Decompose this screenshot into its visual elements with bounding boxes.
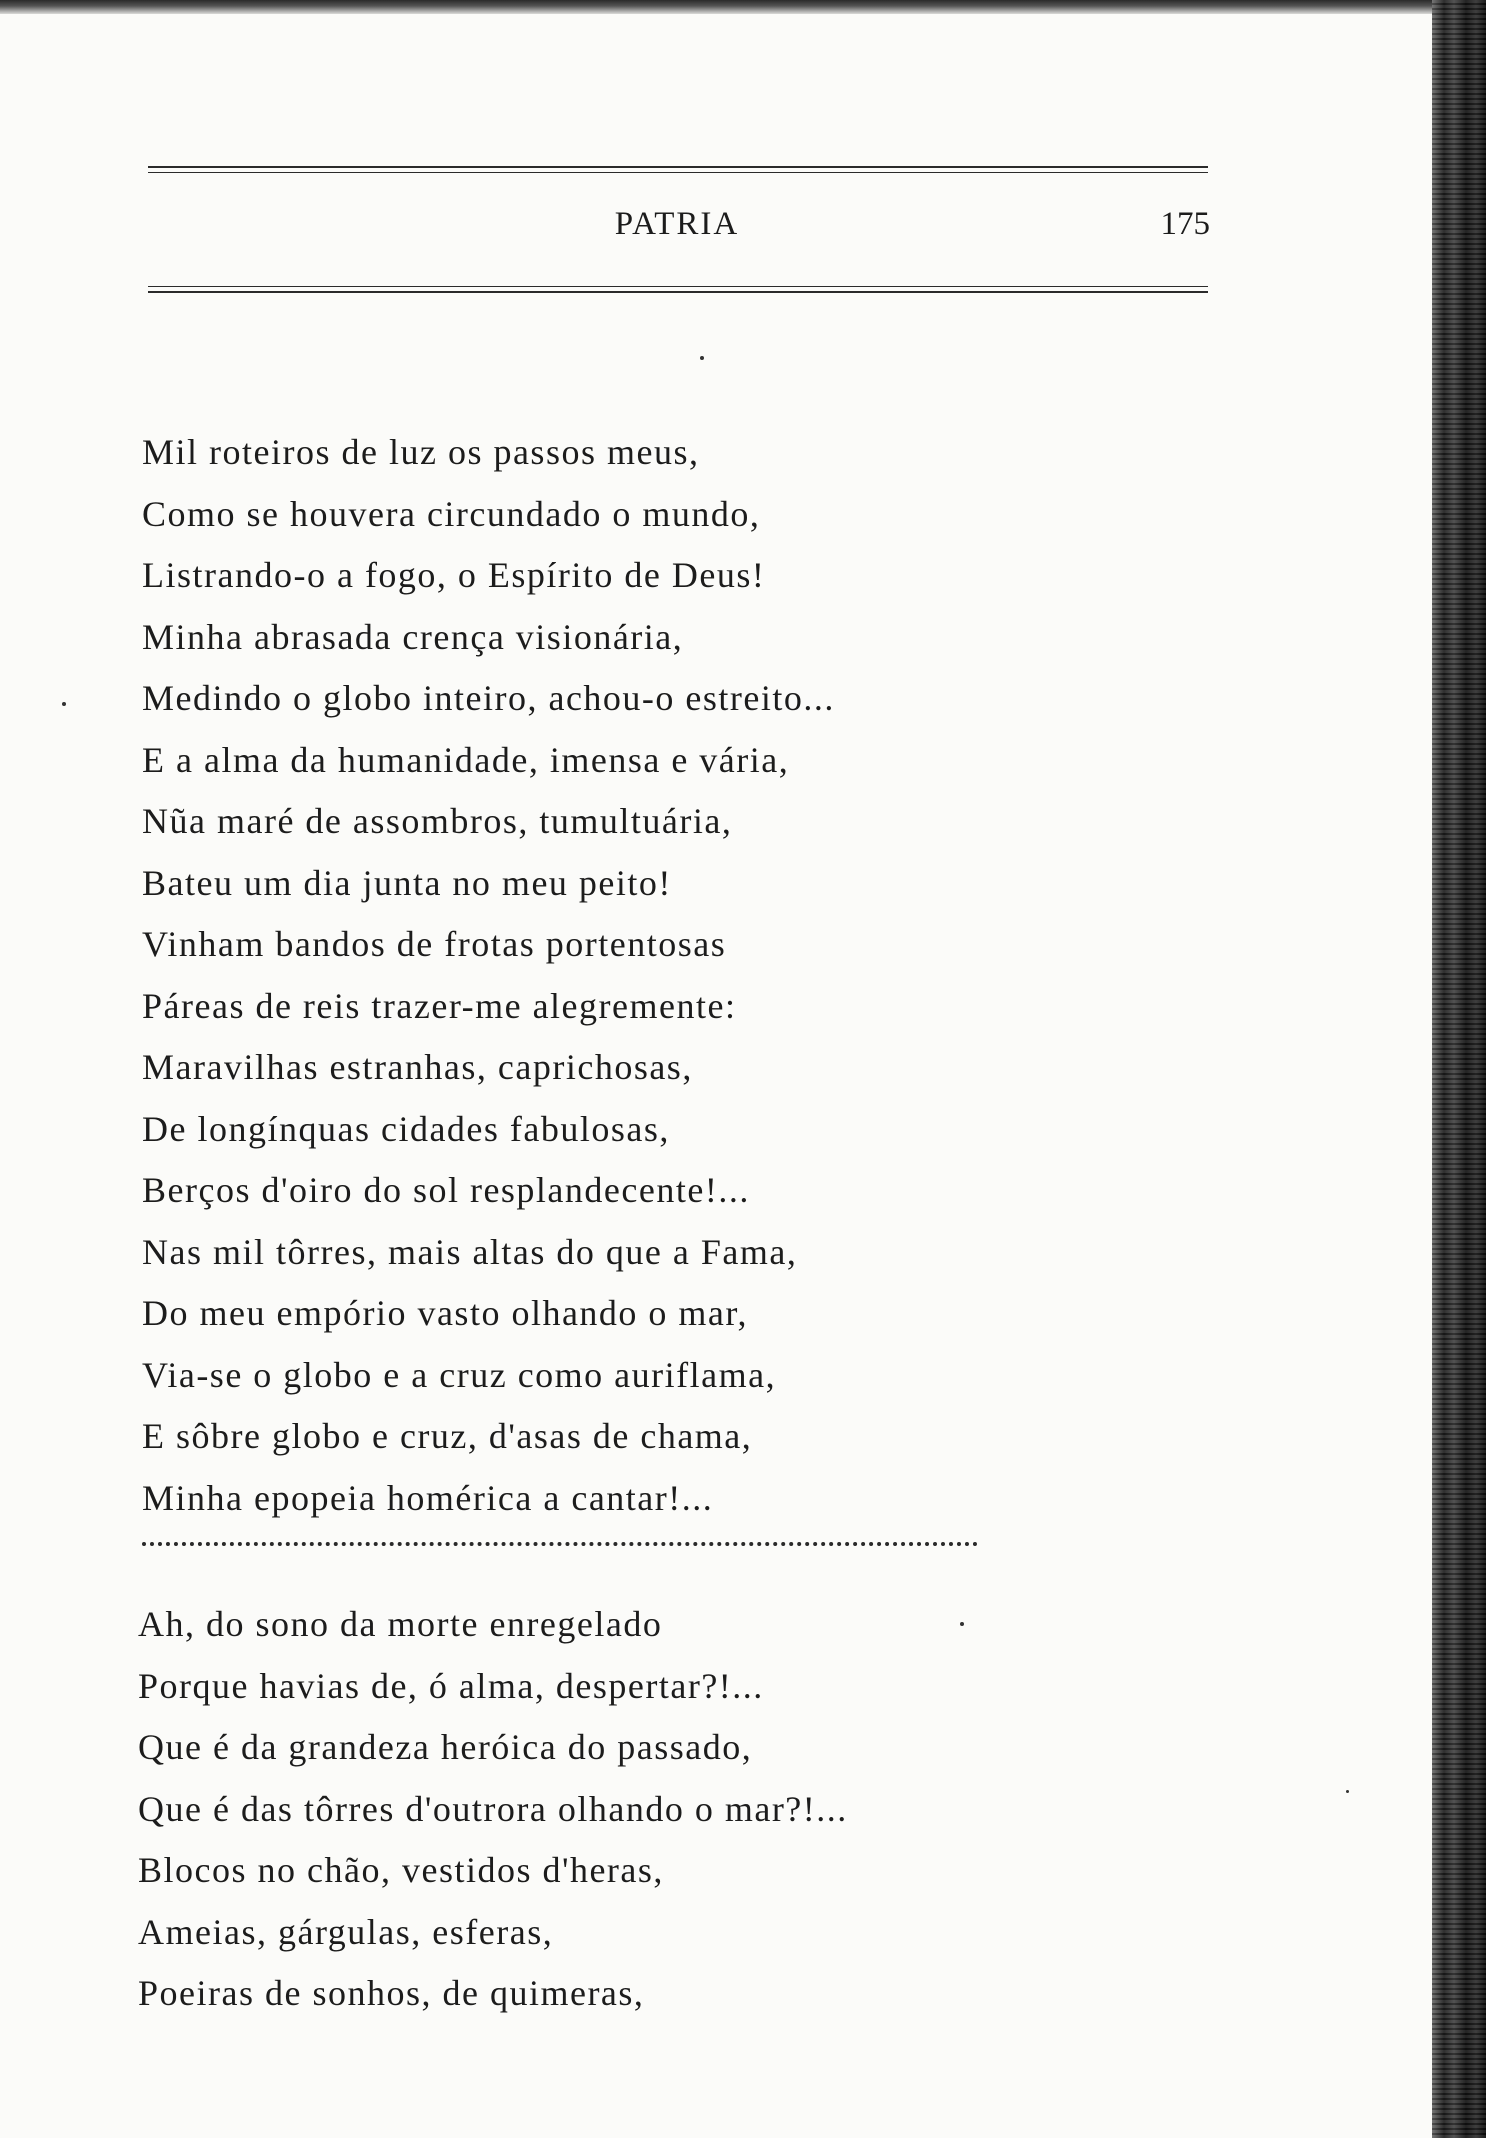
- verse-line: Que é das tôrres d'outrora olhando o mar?!...: [138, 1788, 848, 1829]
- verse-line: E a alma da humanidade, imensa e vária,: [142, 739, 790, 780]
- scan-speck: [1346, 1790, 1349, 1793]
- verse-line: Minha epopeia homérica a cantar!...: [142, 1477, 714, 1518]
- verse-line: Maravilhas estranhas, caprichosas,: [142, 1047, 693, 1087]
- verse-line: Blocos no chão, vestidos d'heras,: [138, 1850, 664, 1890]
- verse-line: Mil roteiros de luz os passos meus,: [142, 432, 700, 472]
- scan-speck: [700, 356, 704, 360]
- verse-line: Berços d'oiro do sol resplandecente!...: [142, 1170, 750, 1210]
- verse-line: Que é da grandeza heróica do passado,: [138, 1727, 753, 1767]
- header-top-rule: [148, 166, 1208, 173]
- verse-line: Ameias, gárgulas, esferas,: [138, 1911, 554, 1952]
- header-bottom-rule: [148, 282, 1208, 293]
- verse-line: E sôbre globo e cruz, d'asas de chama,: [142, 1416, 753, 1456]
- verse-line: Porque havias de, ó alma, despertar?!...: [138, 1665, 764, 1706]
- poem-stanza-2: [138, 1594, 1118, 2025]
- verse-line: Páreas de reis trazer-me alegremente:: [142, 985, 737, 1026]
- poem-stanza-1: [142, 422, 1122, 1529]
- verse-line: Nas mil tôrres, mais altas do que a Fama,: [142, 1231, 798, 1272]
- page-top-edge-shadow: [0, 0, 1486, 14]
- verse-line: Como se houvera circundado o mundo,: [142, 493, 761, 534]
- verse-line: Medindo o globo inteiro, achou-o estreito...: [142, 678, 835, 718]
- scan-speck: [62, 702, 66, 706]
- verse-line: Bateu um dia junta no meu peito!: [142, 862, 672, 903]
- verse-line: Minha abrasada crença visionária,: [142, 616, 684, 657]
- verse-line: De longínquas cidades fabulosas,: [142, 1108, 670, 1149]
- verse-line: Ah, do sono da morte enregelado: [138, 1604, 663, 1644]
- verse-line: Do meu empório vasto olhando o mar,: [142, 1293, 748, 1333]
- verse-line: Nũa maré de assombros, tumultuária,: [142, 801, 733, 841]
- verse-line: Vinham bandos de frotas portentosas: [142, 924, 727, 964]
- page-number: 175: [1160, 206, 1210, 242]
- verse-line: Via-se o globo e a cruz como auriflama,: [142, 1354, 777, 1395]
- stanza-separator-dotted-line: [142, 1542, 978, 1546]
- running-title: PATRIA: [614, 206, 740, 242]
- verse-line: Listrando-o a fogo, o Espírito de Deus!: [142, 555, 766, 595]
- book-spine-shadow: [1432, 0, 1486, 2138]
- scan-speck: [960, 1622, 964, 1626]
- verse-line: Poeiras de sonhos, de quimeras,: [138, 1973, 645, 2013]
